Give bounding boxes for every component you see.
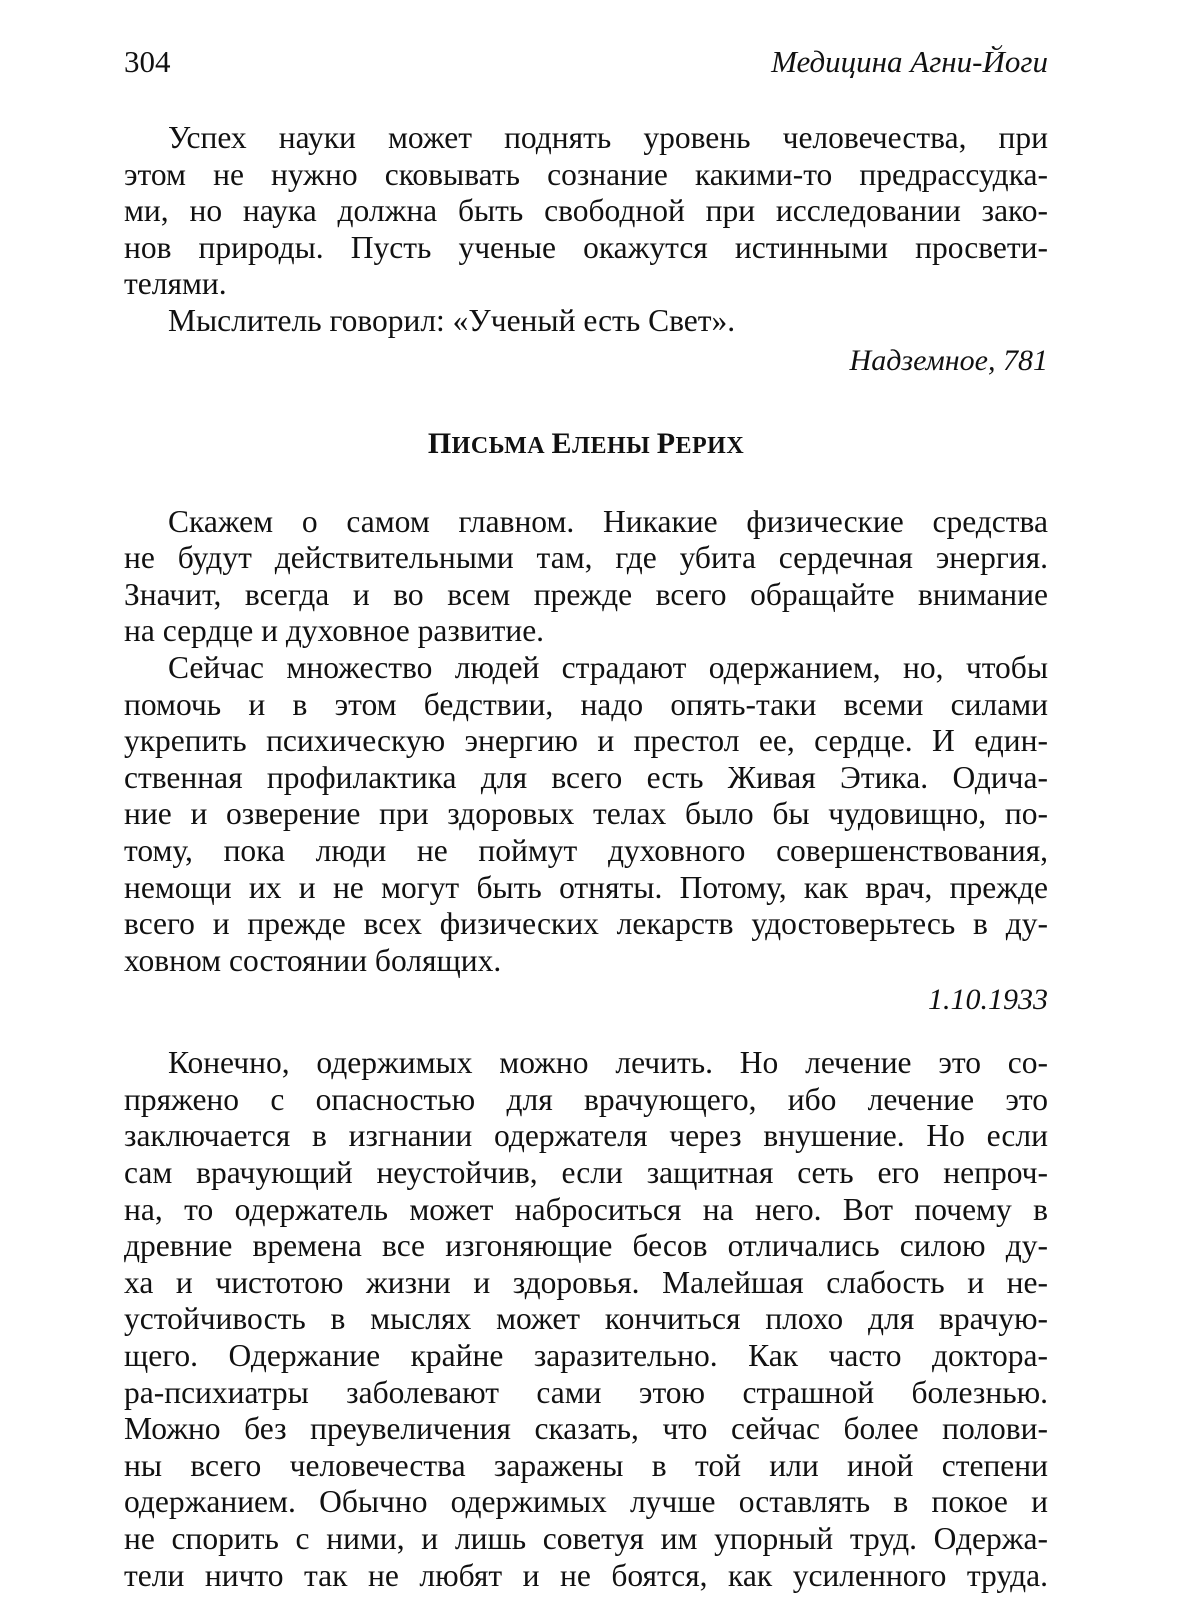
paragraph xyxy=(124,1045,1048,1594)
quote-source: Надземное, 781 xyxy=(849,343,1048,377)
text-line: нов природы. Пусть ученые окажутся истинными просвети- xyxy=(124,229,1048,265)
text-line: Конечно, одержимых можно лечить. Но лечение это со- xyxy=(168,1045,1048,1081)
heading-initial: П xyxy=(427,426,452,460)
text-line: ха и чистотою жизни и здоровья. Малейшая слабость и не- xyxy=(124,1264,1048,1300)
text-line: тели ничто так не любят и не боятся, как усиленного труда. xyxy=(124,1557,1048,1593)
text-line: помочь и в этом бедствии, надо опять-таки всеми силами xyxy=(124,686,1048,722)
text-line: Скажем о самом главном. Никакие физические средства xyxy=(168,503,1048,539)
text-line: Сейчас множество людей страдают одержанием, но, чтобы xyxy=(168,649,1048,685)
text-line: щего. Одержание крайне заразительно. Как часто доктора- xyxy=(124,1338,1048,1374)
text-line: одержанием. Обычно одержимых лучше оставлять в покое и xyxy=(124,1484,1048,1520)
text-line: не спорить с ними, и лишь советуя им упорный труд. Одержа- xyxy=(124,1521,1048,1556)
paragraph xyxy=(124,120,1048,303)
text-line: Успех науки может поднять уровень человечества, при xyxy=(168,120,1048,155)
text-line: ны всего человечества заражены в той или иной степени xyxy=(124,1447,1048,1483)
text-line: не будут действительными там, где убита сердечная энергия. xyxy=(124,540,1048,576)
paragraph xyxy=(124,303,1048,340)
text-line: ховном состоянии болящих. xyxy=(124,942,502,978)
letter-date: 1.10.1933 xyxy=(928,983,1048,1017)
text-line: на сердце и духовное развитие. xyxy=(124,613,545,649)
text-line: на, то одержатель может наброситься на него. Вот почему в xyxy=(124,1191,1048,1227)
page-body xyxy=(124,120,1048,1594)
heading-smallcaps: ИСЬМА xyxy=(451,432,552,459)
text-line: этом не нужно сковывать сознание какими-то предрассудка- xyxy=(124,156,1048,192)
section-heading xyxy=(124,424,1048,466)
page-header xyxy=(124,40,1048,84)
text-line: Значит, всегда и во всем прежде всего обращайте внимание xyxy=(124,576,1048,612)
text-line: тому, пока люди не поймут духовного совершенствования, xyxy=(124,832,1048,868)
text-line: ственная профилактика для всего есть Живая Этика. Одича- xyxy=(124,759,1048,795)
text-line: ми, но наука должна быть свободной при исследовании зако- xyxy=(124,193,1048,229)
heading-smallcaps: ЕРИХ xyxy=(675,432,745,459)
text-line: немощи их и не могут быть отняты. Потому, как врач, прежде xyxy=(124,869,1048,905)
page-number: 304 xyxy=(124,44,171,79)
spacer xyxy=(124,1019,1048,1045)
text-line: устойчивость в мыслях может кончиться плохо для врачую- xyxy=(124,1301,1048,1337)
book-page xyxy=(124,40,1048,1594)
text-line: Можно без преувеличения сказать, что сейчас более полови- xyxy=(124,1411,1048,1447)
text-line: сам врачующий неустойчив, если защитная сеть его непроч- xyxy=(124,1155,1048,1191)
running-title: Медицина Агни-Йоги xyxy=(771,44,1048,79)
text-line: пряжено с опасностью для врачующего, ибо лечение это xyxy=(124,1081,1048,1117)
heading-initial: Р xyxy=(656,426,676,460)
text-line: укрепить психическую энергию и престол ее, сердце. И един- xyxy=(124,723,1048,759)
text-line: ра-психиатры заболевают сами этою страшной болезнью. xyxy=(124,1374,1048,1410)
paragraph xyxy=(124,650,1048,979)
paragraph xyxy=(124,504,1048,650)
text-line: древние времена все изгоняющие бесов отличались силою ду- xyxy=(124,1228,1048,1264)
text-line: всего и прежде всех физических лекарств удостоверьтесь в ду- xyxy=(124,906,1048,942)
text-line: телями. xyxy=(124,266,227,302)
text-line: Мыслитель говорил: «Ученый есть Свет». xyxy=(168,302,736,338)
heading-smallcaps: ЛЕНЫ xyxy=(572,432,657,459)
heading-initial: Е xyxy=(551,426,573,460)
text-line: заключается в изгнании одержателя через внушение. Но если xyxy=(124,1118,1048,1154)
text-line: ние и озверение при здоровых телах было бы чудовищно, по- xyxy=(124,796,1048,832)
